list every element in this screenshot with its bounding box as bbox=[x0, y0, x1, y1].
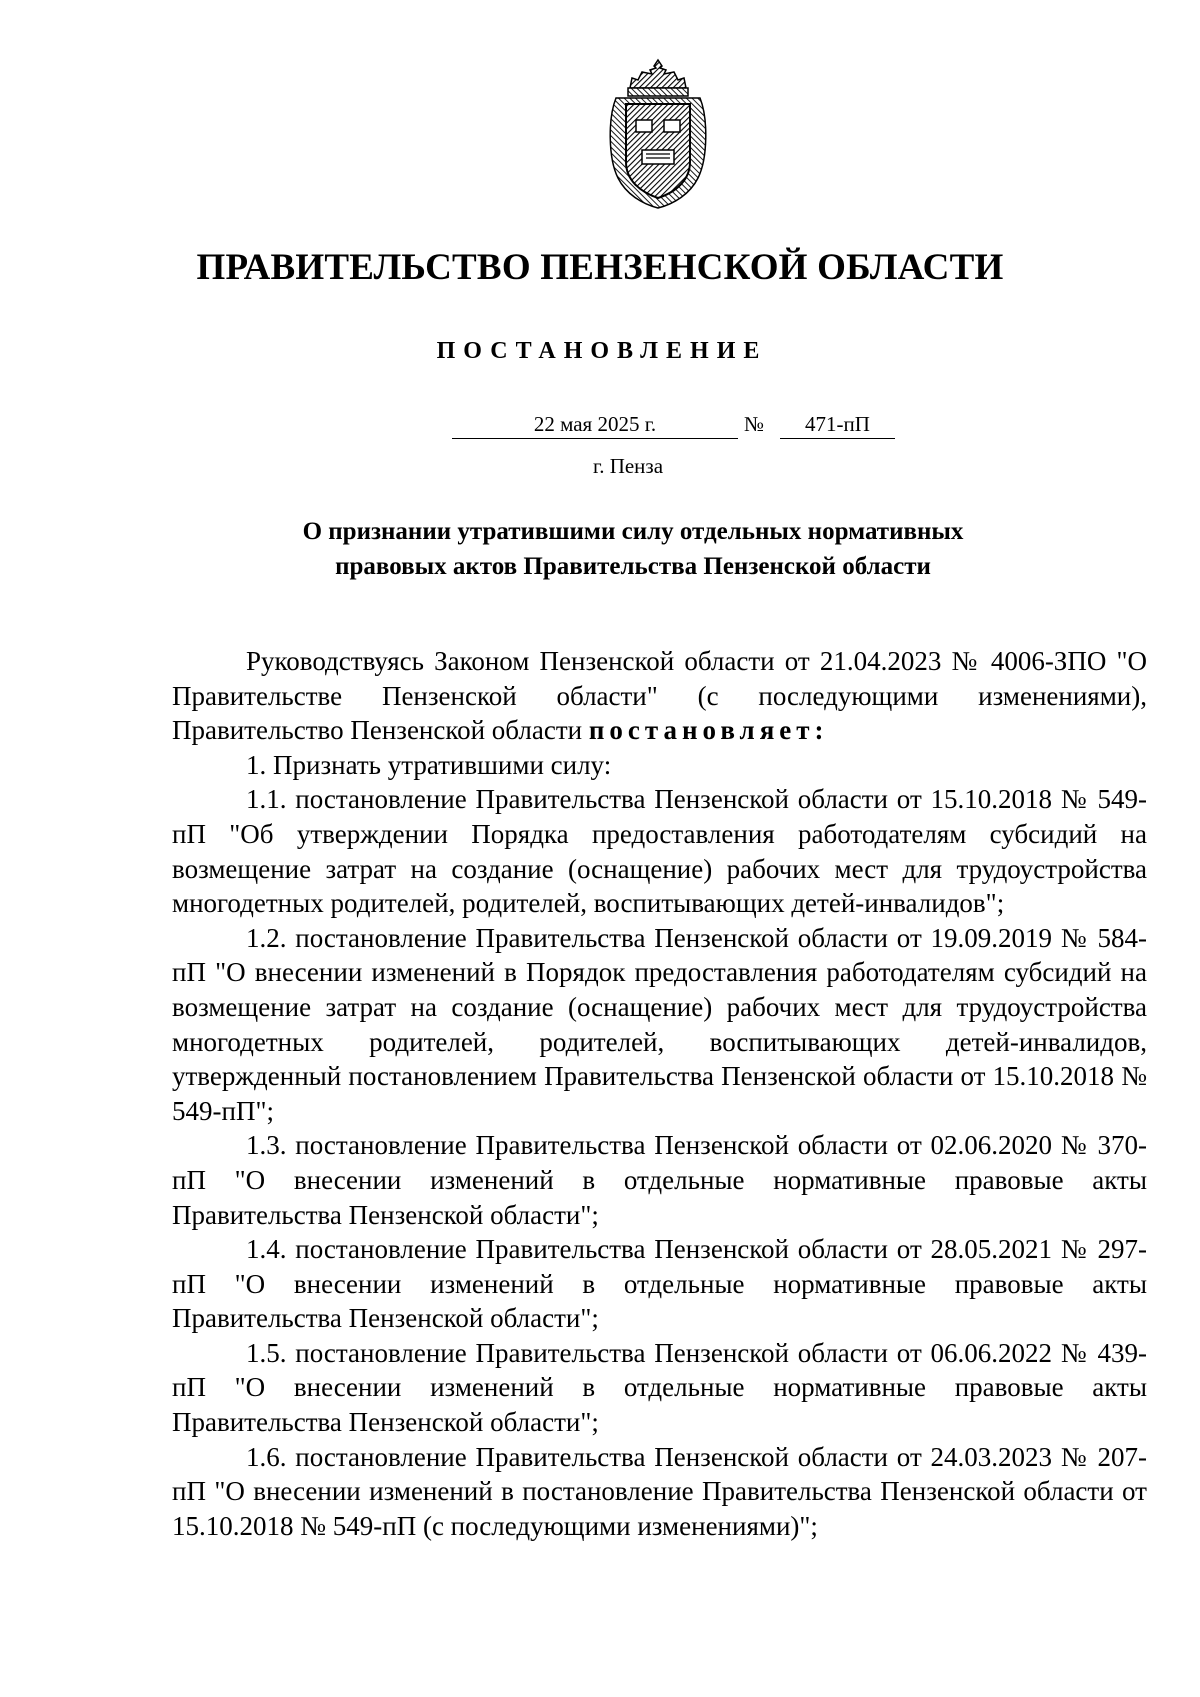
clause-item-1-4: 1.4. постановление Правительства Пензенской области от 28.05.2021 № 297-пП "О внесении изменений в отдельные нормативные правовые акты Правительства Пензенской области"; bbox=[172, 1234, 1147, 1334]
resolves-word: постановляет: bbox=[588, 715, 829, 746]
clause-item-1-3: 1.3. постановление Правительства Пензенской области от 02.06.2020 № 370-пП "О внесении изменений в отдельные нормативные правовые акты Правительства Пензенской области"; bbox=[172, 1130, 1147, 1230]
document-subject bbox=[0, 514, 1200, 584]
number-sign: № bbox=[744, 412, 765, 436]
clause-item-1-1: 1.1. постановление Правительства Пензенской области от 15.10.2018 № 549-пП "Об утверждении Порядка предоставления работодателям субсидий на возмещение затрат на создание (оснащение) рабочих мест для трудоустройства многодетных родителей, родителей, воспитывающих детей-инвалидов"; bbox=[172, 784, 1147, 919]
document-number: 471-пП bbox=[780, 410, 895, 439]
preamble-paragraph bbox=[172, 644, 1147, 748]
document-city: г. Пенза bbox=[592, 454, 664, 478]
coat-of-arms-emblem bbox=[606, 58, 710, 210]
document-body bbox=[172, 644, 1147, 1543]
subject-line-2: правовых актов Правительства Пензенской области bbox=[335, 553, 931, 580]
document-type: ПОСТАНОВЛЕНИЕ bbox=[436, 338, 768, 364]
document-date: 22 мая 2025 г. bbox=[452, 410, 738, 439]
clause-item-1-2: 1.2. постановление Правительства Пензенской области от 19.09.2019 № 584-пП "О внесении изменений в Порядок предоставления работодателям субсидий на возмещение затрат на создание (оснащение) рабочих мест для трудоустройства многодетных родителей, родителей, воспитывающих детей-инвалидов, утвержденный постановлением Правительства Пензенской области от 15.10.2018 № 549-пП"; bbox=[172, 922, 1147, 1126]
clause-item-1-6: 1.6. постановление Правительства Пензенской области от 24.03.2023 № 207-пП "О внесении изменений в постановление Правительства Пензенской области от 15.10.2018 № 549-пП (с последующими изменениями)"; bbox=[172, 1441, 1147, 1541]
government-title: ПРАВИТЕЛЬСТВО ПЕНЗЕНСКОЙ ОБЛАСТИ bbox=[196, 247, 1004, 288]
preamble-text: Руководствуясь Законом Пензенской области от 21.04.2023 № 4006-ЗПО "О Правительстве Пензенской области" (с последующими изменениями), Правительство Пензенской области bbox=[172, 646, 1147, 746]
subject-line-1: О признании утратившими силу отдельных нормативных bbox=[302, 518, 964, 545]
clause-item-1-5: 1.5. постановление Правительства Пензенской области от 06.06.2022 № 439-пП "О внесении изменений в отдельные нормативные правовые акты Правительства Пензенской области"; bbox=[172, 1337, 1147, 1438]
clause-1: 1. Признать утратившими силу: bbox=[246, 749, 612, 780]
